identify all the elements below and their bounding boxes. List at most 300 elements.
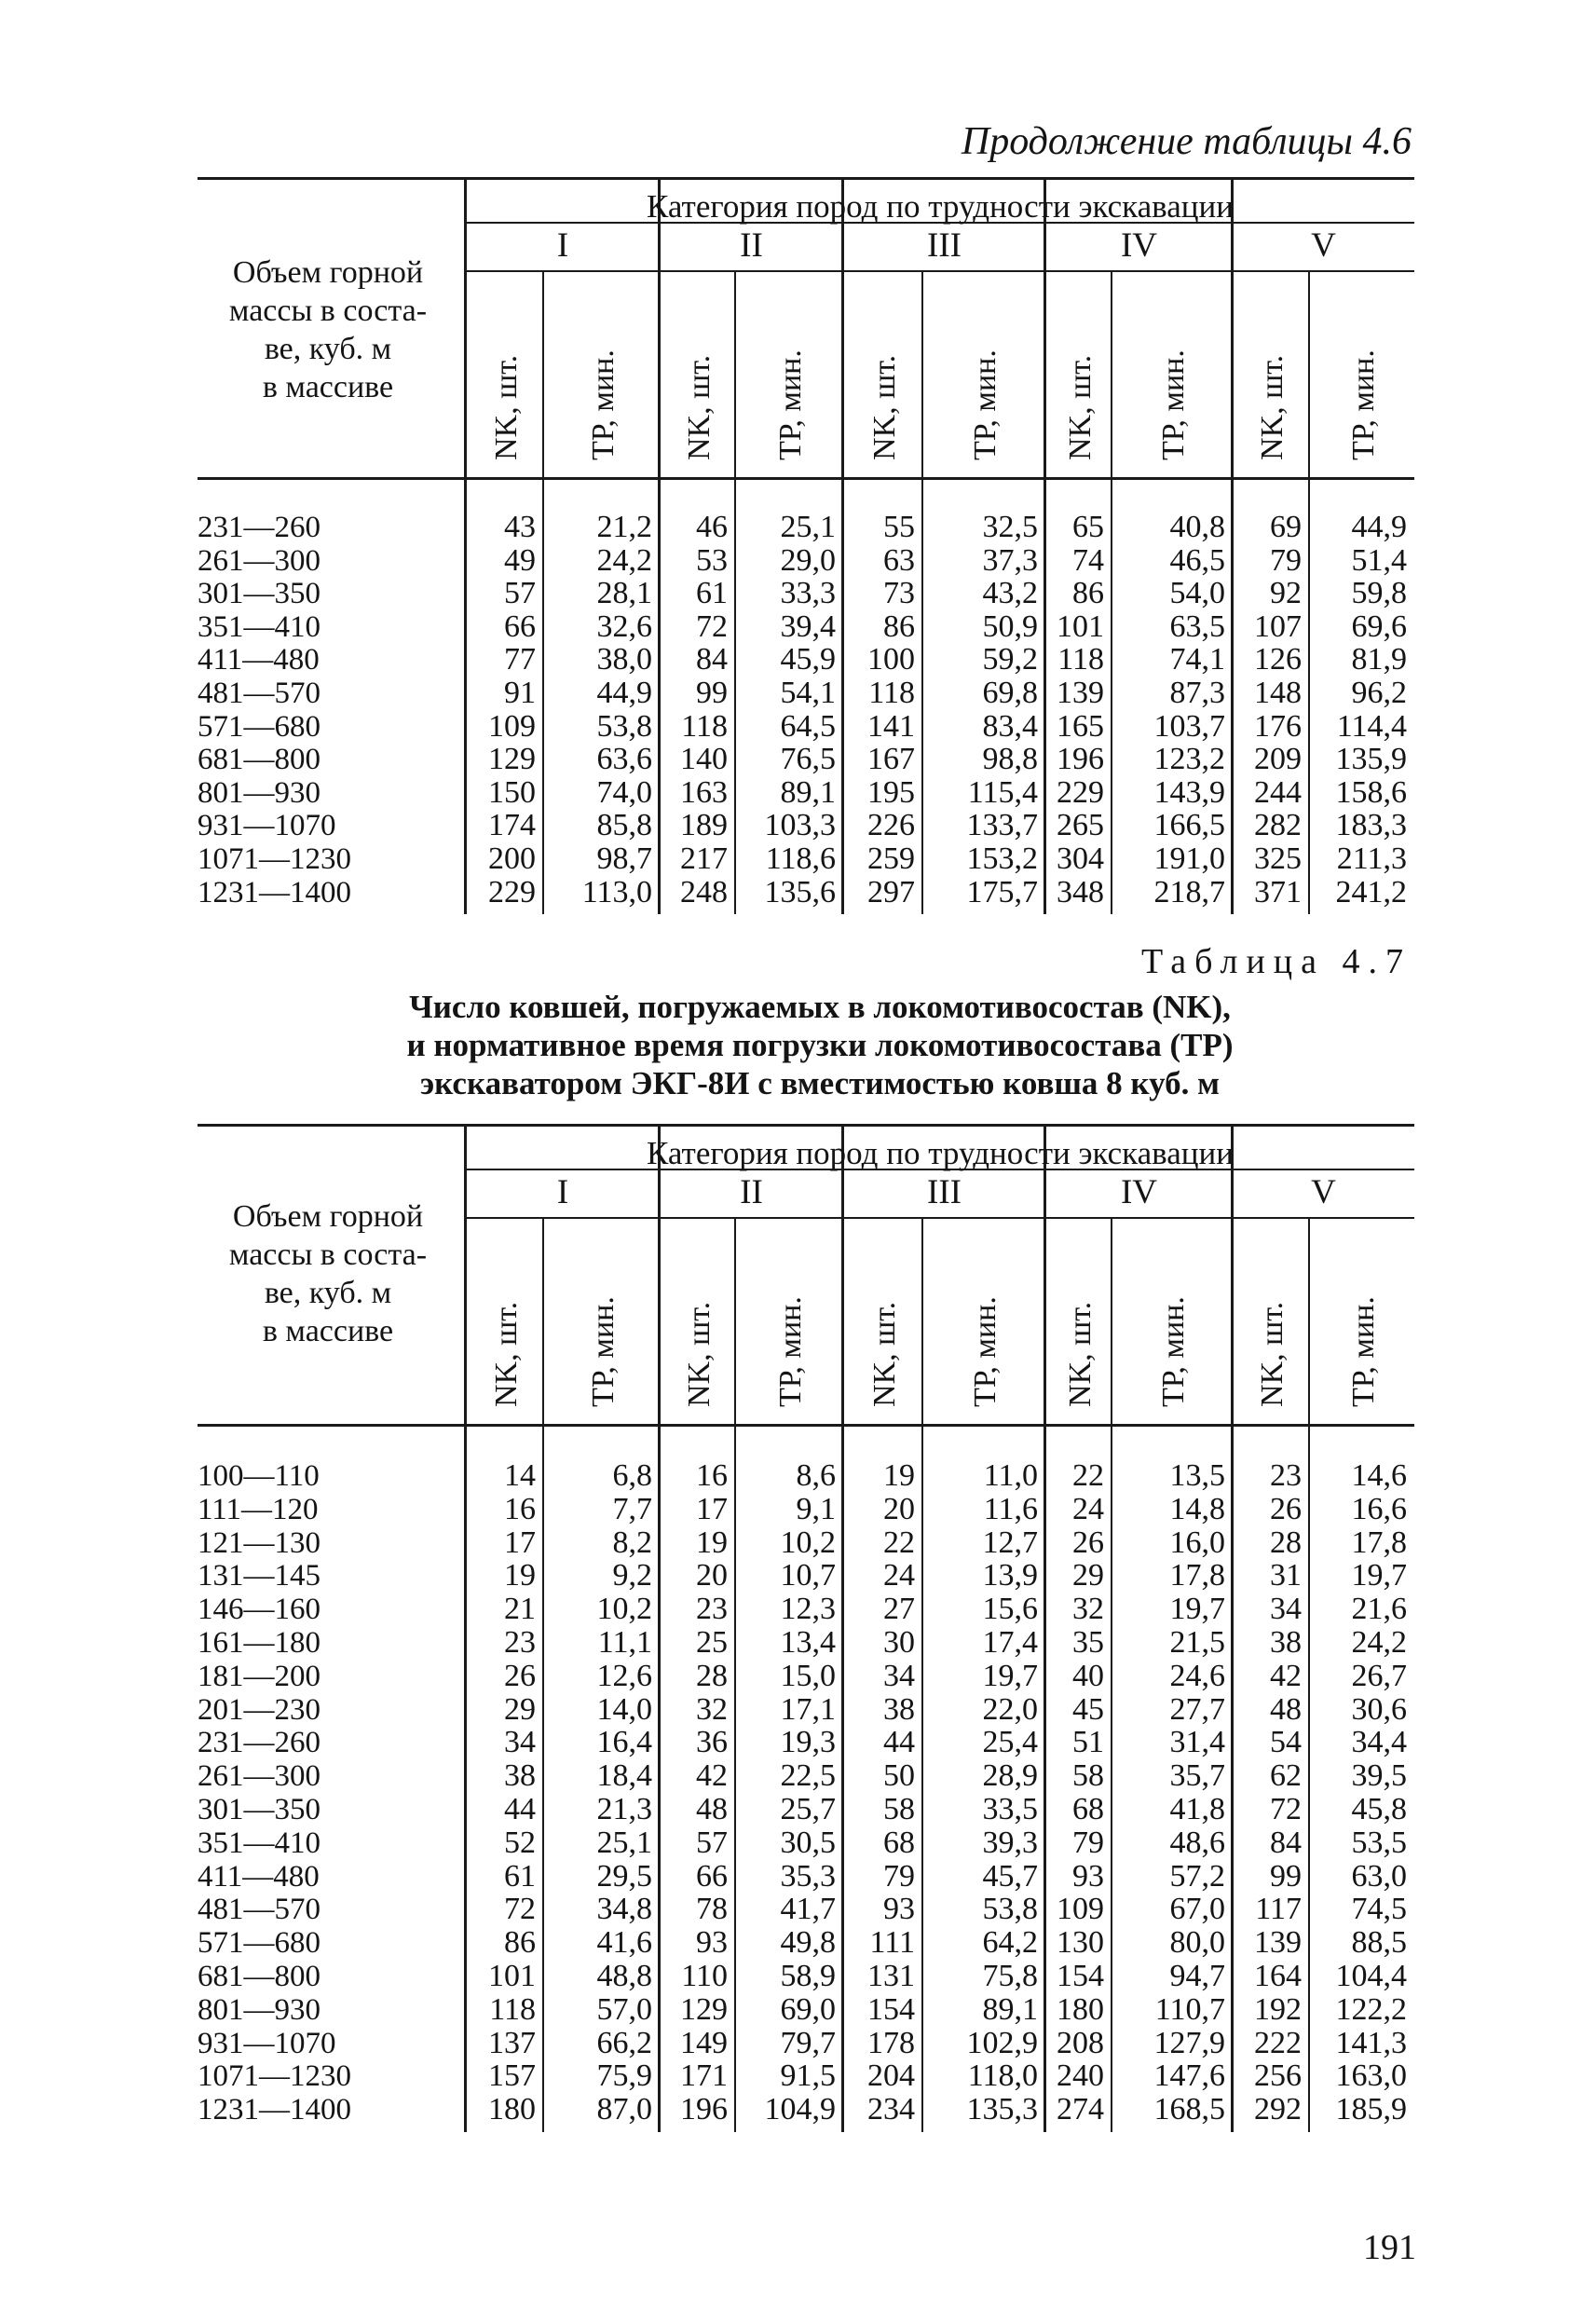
data-cell: 14,0 <box>596 1691 652 1727</box>
row-range-label: 261—300 <box>198 1759 321 1794</box>
data-cell: 13,5 <box>1169 1458 1225 1493</box>
data-cell: 158,6 <box>1335 774 1407 810</box>
category-header-rule <box>466 1217 1414 1219</box>
caption-line: экскаватором ЭКГ-8И с вместимостью ковша 8 куб. м <box>420 1065 1220 1101</box>
data-cell: 20 <box>883 1491 915 1526</box>
data-cell: 178 <box>867 2025 915 2060</box>
data-cell: 58 <box>1072 1758 1104 1794</box>
data-cell: 35 <box>1072 1625 1104 1660</box>
data-cell: 24,2 <box>1351 1625 1407 1660</box>
data-cell: 24 <box>883 1558 915 1593</box>
data-cell: 109 <box>488 708 536 744</box>
data-cell: 37,3 <box>982 542 1038 578</box>
data-cell: 16,6 <box>1351 1491 1407 1526</box>
data-cell: 109 <box>1057 1892 1104 1927</box>
data-cell: 226 <box>867 808 915 843</box>
category-header: V <box>1311 226 1336 265</box>
page-number: 191 <box>1363 2228 1416 2267</box>
stub-header <box>198 253 458 406</box>
row-range-label: 231—260 <box>198 511 321 544</box>
data-cell: 154 <box>1057 1959 1104 1993</box>
data-cell: 29 <box>504 1691 536 1727</box>
row-range-label: 571—680 <box>198 1926 321 1961</box>
data-cell: 16 <box>504 1491 536 1526</box>
data-cell: 196 <box>1057 742 1104 777</box>
data-cell: 23 <box>696 1592 728 1627</box>
data-cell: 99 <box>696 676 728 710</box>
data-cell: 83,4 <box>982 708 1038 744</box>
data-cell: 163 <box>680 774 728 810</box>
data-cell: 78 <box>696 1892 728 1927</box>
data-cell: 28 <box>1270 1525 1302 1560</box>
data-cell: 118,0 <box>967 2058 1038 2094</box>
data-cell: 39,5 <box>1351 1758 1407 1794</box>
data-cell: 217 <box>680 841 728 876</box>
data-cell: 79 <box>1270 542 1302 578</box>
data-cell: 54,0 <box>1169 576 1225 611</box>
tp-header-text: ТР, мин. <box>585 349 621 460</box>
data-cell: 248 <box>680 874 728 909</box>
table-label: Таблица 4.7 <box>1140 942 1412 981</box>
data-cell: 123,2 <box>1153 742 1225 777</box>
data-cell: 35,3 <box>780 1858 836 1894</box>
data-cell: 38 <box>504 1758 536 1794</box>
data-cell: 74,5 <box>1351 1892 1407 1927</box>
data-cell: 127,9 <box>1153 2025 1225 2060</box>
data-cell: 53,8 <box>596 708 652 744</box>
stub-header <box>198 1197 458 1350</box>
stub-header-line: массы в соста- <box>228 294 428 328</box>
tp-header-text: ТР, мин. <box>968 1296 1003 1407</box>
data-cell: 244 <box>1254 774 1302 810</box>
data-cell: 229 <box>488 874 536 909</box>
data-cell: 45 <box>1072 1691 1104 1727</box>
data-cell: 39,4 <box>780 609 836 644</box>
row-range-label: 481—570 <box>198 677 321 710</box>
row-range-label: 146—160 <box>198 1593 321 1627</box>
data-cell: 118 <box>681 708 728 744</box>
data-cell: 10,7 <box>780 1558 836 1593</box>
data-cell: 44,9 <box>596 676 652 710</box>
data-cell: 10,2 <box>596 1592 652 1627</box>
data-cell: 229 <box>1057 774 1104 810</box>
data-cell: 26 <box>504 1658 536 1693</box>
row-range-label: 351—410 <box>198 609 321 644</box>
data-cell: 50,9 <box>982 609 1038 644</box>
data-cell: 21,6 <box>1351 1592 1407 1627</box>
row-range-label: 681—800 <box>198 1960 321 1993</box>
data-cell: 24,2 <box>596 542 652 578</box>
category-header: II <box>740 226 763 265</box>
data-cell: 137 <box>488 2025 536 2060</box>
data-cell: 129 <box>680 1991 728 2027</box>
data-cell: 163,0 <box>1335 2058 1407 2094</box>
data-cell: 135,3 <box>966 2092 1038 2127</box>
data-cell: 98,7 <box>596 841 652 876</box>
data-cell: 19 <box>883 1458 915 1493</box>
data-cell: 240 <box>1057 2058 1104 2094</box>
data-cell: 74 <box>1072 542 1104 578</box>
row-range-label: 931—1070 <box>198 2026 336 2060</box>
continuation-title: Продолжение таблицы 4.6 <box>961 120 1412 163</box>
data-cell: 38 <box>1270 1625 1302 1660</box>
data-cell: 42 <box>1270 1658 1302 1693</box>
row-range-label: 481—570 <box>198 1893 321 1927</box>
data-cell: 48,8 <box>596 1959 652 1993</box>
data-cell: 103,3 <box>764 808 836 843</box>
data-cell: 22 <box>883 1525 915 1560</box>
nk-header-text: NK, шт. <box>488 1301 524 1407</box>
data-cell: 139 <box>1057 676 1104 710</box>
data-cell: 54,1 <box>780 676 836 710</box>
data-cell: 34,4 <box>1351 1725 1407 1760</box>
data-cell: 157 <box>488 2058 536 2094</box>
data-cell: 57 <box>504 576 536 611</box>
data-cell: 24 <box>1072 1491 1104 1526</box>
data-cell: 16,4 <box>596 1725 652 1760</box>
data-cell: 17,1 <box>780 1691 836 1727</box>
data-cell: 200 <box>488 841 536 876</box>
tp-header-text: ТР, мин. <box>585 1296 621 1407</box>
data-cell: 259 <box>867 841 915 876</box>
data-cell: 25,1 <box>780 510 836 544</box>
data-cell: 86 <box>504 1925 536 1961</box>
data-cell: 32 <box>1072 1592 1104 1627</box>
row-range-label: 231—260 <box>198 1726 321 1760</box>
data-cell: 27,7 <box>1169 1691 1225 1727</box>
data-cell: 34 <box>883 1658 915 1693</box>
data-cell: 104,9 <box>764 2092 836 2127</box>
data-cell: 57,2 <box>1169 1858 1225 1894</box>
row-range-label: 351—410 <box>198 1826 321 1860</box>
row-range-label: 1071—1230 <box>198 2059 351 2094</box>
row-range-label: 201—230 <box>198 1692 321 1727</box>
data-cell: 72 <box>1270 1792 1302 1826</box>
data-cell: 14,6 <box>1351 1458 1407 1493</box>
data-cell: 79,7 <box>780 2025 836 2060</box>
data-cell: 34,8 <box>596 1892 652 1927</box>
row-range-label: 1231—1400 <box>198 2093 351 2127</box>
row-range-label: 1231—1400 <box>198 875 351 909</box>
stub-header-line: Объем горной <box>232 1199 424 1234</box>
data-cell: 174 <box>488 808 536 843</box>
category-header: II <box>740 1173 763 1211</box>
nk-header-text: NK, шт. <box>1255 1301 1289 1407</box>
data-cell: 222 <box>1254 2025 1302 2060</box>
category-header: IV <box>1120 226 1158 265</box>
data-cell: 175,7 <box>966 874 1038 909</box>
data-cell: 65 <box>1072 510 1104 544</box>
stub-header-line: в массиве <box>262 1314 394 1348</box>
data-cell: 91,5 <box>780 2058 836 2094</box>
data-cell: 69,0 <box>780 1991 836 2027</box>
data-cell: 8,2 <box>612 1525 652 1560</box>
data-cell: 89,1 <box>780 774 836 810</box>
data-cell: 41,8 <box>1169 1792 1225 1826</box>
data-cell: 9,2 <box>612 1558 652 1593</box>
category-header: I <box>556 1173 569 1211</box>
data-cell: 150 <box>488 774 536 810</box>
data-cell: 99 <box>1270 1858 1302 1894</box>
row-range-label: 571—680 <box>198 709 321 744</box>
data-cell: 154 <box>867 1991 915 2027</box>
data-cell: 41,6 <box>596 1925 652 1961</box>
data-cell: 19 <box>504 1558 536 1593</box>
row-range-label: 801—930 <box>198 775 321 810</box>
data-cell: 10,2 <box>780 1525 836 1560</box>
data-cell: 185,9 <box>1335 2092 1407 2127</box>
data-cell: 100 <box>867 642 915 677</box>
row-range-label: 411—480 <box>198 1859 320 1894</box>
data-cell: 110,7 <box>1154 1991 1225 2027</box>
data-cell: 96,2 <box>1351 676 1407 710</box>
data-cell: 11,1 <box>597 1625 652 1660</box>
data-cell: 282 <box>1254 808 1302 843</box>
data-cell: 32,6 <box>596 609 652 644</box>
data-cell: 167 <box>867 742 915 777</box>
data-cell: 191,0 <box>1153 841 1225 876</box>
row-range-label: 681—800 <box>198 743 321 777</box>
data-cell: 63,5 <box>1169 609 1225 644</box>
data-cell: 118 <box>1057 642 1104 677</box>
data-cell: 11,0 <box>983 1458 1038 1493</box>
data-cell: 45,8 <box>1351 1792 1407 1826</box>
data-cell: 195 <box>867 774 915 810</box>
data-cell: 77 <box>504 642 536 677</box>
tp-header-text: ТР, мин. <box>1345 349 1381 460</box>
data-cell: 15,0 <box>780 1658 836 1693</box>
data-cell: 9,1 <box>796 1491 836 1526</box>
data-cell: 101 <box>1057 609 1104 644</box>
row-range-label: 131—145 <box>198 1559 321 1593</box>
data-cell: 58 <box>883 1792 915 1826</box>
category-header: I <box>556 226 569 265</box>
data-cell: 28,9 <box>982 1758 1038 1794</box>
nk-header-text: NK, шт. <box>866 354 902 460</box>
data-cell: 68 <box>1072 1792 1104 1826</box>
data-cell: 147,6 <box>1153 2058 1225 2094</box>
data-cell: 183,3 <box>1335 808 1407 843</box>
row-range-label: 181—200 <box>198 1659 321 1693</box>
data-cell: 40 <box>1072 1658 1104 1693</box>
data-cell: 28,1 <box>596 576 652 611</box>
data-cell: 23 <box>504 1625 536 1660</box>
data-cell: 180 <box>488 2092 536 2127</box>
group-header: Категория пород по трудности экскавации <box>647 188 1234 225</box>
data-cell: 76,5 <box>780 742 836 777</box>
category-header: IV <box>1120 1173 1158 1211</box>
data-cell: 49 <box>504 542 536 578</box>
data-cell: 67,0 <box>1169 1892 1225 1927</box>
tp-header-text: ТР, мин. <box>773 349 808 460</box>
stub-header-line: массы в соста- <box>228 1238 428 1272</box>
data-cell: 25 <box>696 1625 728 1660</box>
data-cell: 69,6 <box>1351 609 1407 644</box>
data-cell: 59,2 <box>982 642 1038 677</box>
data-cell: 211,3 <box>1336 841 1407 876</box>
tp-header-text: ТР, мин. <box>1156 1296 1191 1407</box>
data-cell: 7,7 <box>612 1491 652 1526</box>
data-cell: 19 <box>696 1525 728 1560</box>
data-cell: 140 <box>680 742 728 777</box>
data-cell: 61 <box>504 1858 536 1894</box>
data-cell: 348 <box>1057 874 1104 909</box>
data-cell: 17 <box>504 1525 536 1560</box>
data-cell: 164 <box>1254 1959 1302 1993</box>
data-cell: 38 <box>883 1691 915 1727</box>
data-cell: 13,9 <box>982 1558 1038 1593</box>
data-cell: 168,5 <box>1153 2092 1225 2127</box>
stub-header-line: в массиве <box>262 370 394 404</box>
data-cell: 74,0 <box>596 774 652 810</box>
data-cell: 48 <box>696 1792 728 1826</box>
data-cell: 12,3 <box>780 1592 836 1627</box>
data-cell: 29,0 <box>780 542 836 578</box>
row-range-label: 161—180 <box>198 1626 321 1660</box>
data-cell: 12,6 <box>596 1658 652 1693</box>
data-cell: 84 <box>696 642 728 677</box>
data-cell: 46,5 <box>1169 542 1225 578</box>
group-header: Категория пород по трудности экскавации <box>647 1135 1234 1171</box>
row-range-label: 301—350 <box>198 1793 321 1826</box>
data-cell: 69 <box>1270 510 1302 544</box>
data-cell: 72 <box>696 609 728 644</box>
data-cell: 19,7 <box>1169 1592 1225 1627</box>
data-cell: 35,7 <box>1169 1758 1225 1794</box>
data-cell: 64,2 <box>982 1925 1038 1961</box>
data-cell: 44 <box>504 1792 536 1826</box>
data-cell: 32 <box>696 1691 728 1727</box>
data-cell: 234 <box>867 2092 915 2127</box>
data-cell: 34 <box>504 1725 536 1760</box>
data-cell: 72 <box>504 1892 536 1927</box>
data-cell: 38,0 <box>596 642 652 677</box>
data-cell: 41,7 <box>780 1892 836 1927</box>
data-cell: 26 <box>1072 1525 1104 1560</box>
data-cell: 25,1 <box>596 1825 652 1860</box>
data-cell: 87,0 <box>596 2092 652 2127</box>
data-cell: 50 <box>883 1758 915 1794</box>
category-header: III <box>927 226 962 265</box>
data-cell: 171 <box>680 2058 728 2094</box>
data-cell: 55 <box>883 510 915 544</box>
data-cell: 265 <box>1057 808 1104 843</box>
data-cell: 89,1 <box>982 1991 1038 2027</box>
data-cell: 44 <box>883 1725 915 1760</box>
data-cell: 31 <box>1270 1558 1302 1593</box>
data-cell: 75,9 <box>596 2058 652 2094</box>
data-cell: 304 <box>1057 841 1104 876</box>
data-cell: 189 <box>680 808 728 843</box>
data-cell: 256 <box>1254 2058 1302 2094</box>
data-cell: 103,7 <box>1153 708 1225 744</box>
data-cell: 79 <box>1072 1825 1104 1860</box>
data-cell: 149 <box>680 2025 728 2060</box>
data-cell: 135,9 <box>1335 742 1407 777</box>
data-cell: 86 <box>1072 576 1104 611</box>
data-cell: 114,4 <box>1336 708 1407 744</box>
data-cell: 166,5 <box>1153 808 1225 843</box>
nk-header-text: NK, шт. <box>488 354 524 460</box>
data-cell: 153,2 <box>966 841 1038 876</box>
row-range-label: 801—930 <box>198 1992 321 2027</box>
data-cell: 148 <box>1254 676 1302 710</box>
category-header: III <box>927 1173 962 1211</box>
data-cell: 209 <box>1254 742 1302 777</box>
data-cell: 69,8 <box>982 676 1038 710</box>
data-cell: 91 <box>504 676 536 710</box>
data-cell: 68 <box>883 1825 915 1860</box>
data-cell: 43 <box>504 510 536 544</box>
data-cell: 85,8 <box>596 808 652 843</box>
data-cell: 325 <box>1254 841 1302 876</box>
data-cell: 115,4 <box>967 774 1038 810</box>
data-cell: 180 <box>1057 1991 1104 2027</box>
stub-header-line: ве, куб. м <box>264 1276 392 1310</box>
data-cell: 17,8 <box>1351 1525 1407 1560</box>
data-cell: 57 <box>696 1825 728 1860</box>
data-cell: 57,0 <box>596 1991 652 2027</box>
data-cell: 45,7 <box>982 1858 1038 1894</box>
data-cell: 104,4 <box>1335 1959 1407 1993</box>
data-cell: 32,5 <box>982 510 1038 544</box>
data-cell: 110 <box>681 1959 728 1993</box>
data-cell: 118 <box>489 1991 536 2027</box>
data-cell: 30,5 <box>780 1825 836 1860</box>
data-cell: 93 <box>1072 1858 1104 1894</box>
data-cell: 29,5 <box>596 1858 652 1894</box>
data-cell: 74,1 <box>1169 642 1225 677</box>
nk-header-text: NK, шт. <box>681 1301 716 1407</box>
data-cell: 98,8 <box>982 742 1038 777</box>
category-header-rule <box>466 270 1414 272</box>
data-cell: 118 <box>868 676 915 710</box>
data-cell: 33,5 <box>982 1792 1038 1826</box>
data-cell: 64,5 <box>780 708 836 744</box>
data-cell: 81,9 <box>1351 642 1407 677</box>
data-cell: 297 <box>867 874 915 909</box>
data-cell: 118,6 <box>765 841 836 876</box>
data-cell: 16,0 <box>1169 1525 1225 1560</box>
row-range-label: 411—480 <box>198 643 320 677</box>
data-cell: 19,7 <box>1351 1558 1407 1593</box>
data-cell: 113,0 <box>581 874 652 909</box>
data-cell: 73 <box>883 576 915 611</box>
data-cell: 52 <box>504 1825 536 1860</box>
data-cell: 59,8 <box>1351 576 1407 611</box>
data-cell: 36 <box>696 1725 728 1760</box>
tp-header-text: ТР, мин. <box>1156 349 1191 460</box>
nk-header-text: NK, шт. <box>1062 354 1098 460</box>
data-cell: 16 <box>696 1458 728 1493</box>
data-cell: 131 <box>867 1959 915 1993</box>
data-cell: 94,7 <box>1169 1959 1225 1993</box>
data-cell: 21 <box>504 1592 536 1627</box>
data-cell: 129 <box>488 742 536 777</box>
data-cell: 61 <box>696 576 728 611</box>
data-cell: 192 <box>1254 1991 1302 2027</box>
data-cell: 141,3 <box>1335 2025 1407 2060</box>
data-cell: 31,4 <box>1169 1725 1225 1760</box>
data-cell: 34 <box>1270 1592 1302 1627</box>
data-cell: 18,4 <box>596 1758 652 1794</box>
stub-header-line: ве, куб. м <box>264 332 392 366</box>
data-cell: 20 <box>696 1558 728 1593</box>
caption-line: Число ковшей, погружаемых в локомотивосостав (NK), <box>409 989 1231 1025</box>
data-cell: 53,5 <box>1351 1825 1407 1860</box>
row-range-label: 121—130 <box>198 1525 321 1560</box>
data-cell: 44,9 <box>1351 510 1407 544</box>
